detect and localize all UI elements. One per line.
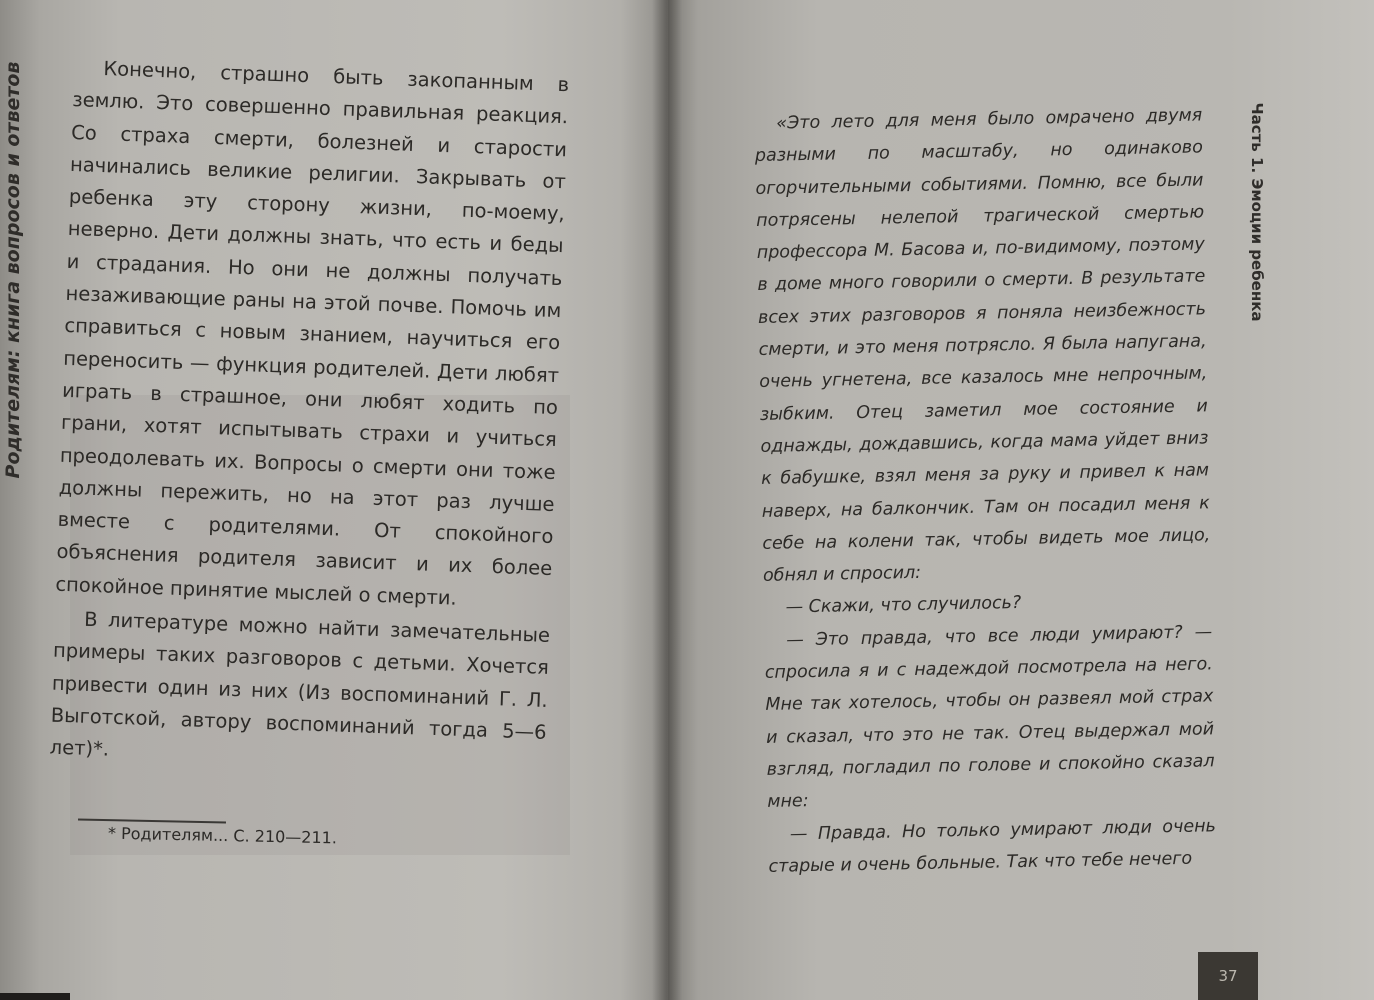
dialogue-line: — Правда. Но только умирают люди очень старые и очень больные. Так что тебе нечего — [768, 815, 1217, 877]
paragraph: Конечно, страшно быть закопанным в землю. Это совершенно правильная реакция. Со страха смерти, болезней и старости начинались великие религии. Закрывать от ребенка эту сторону жизни, по-моему, неверно. Дети должны знать, что есть и беды и страдания. Но они не должны получать незаживающие раны на этой почве. Помочь им справиться с новым знанием, научиться его переносить — функция родителей. Дети любят играть в страшное, они любят ходить по грани, хотят испытывать страхи и учиться преодолевать их. Вопросы о смерти они тоже должны пережить, но на этот раз лучше вместе с родителями. От спокойного объяснения родителя зависит и их более спокойное принятие мыслей о смерти. — [55, 57, 570, 610]
right-page-text — [754, 99, 1217, 883]
left-page — [0, 0, 668, 1000]
book-gutter — [652, 0, 682, 1000]
page-number: 37 — [1198, 952, 1258, 1000]
paragraph: «Это лето для меня было омрачено двумя разными по масштабу, но одинаково огорчительными событиями. Помню, все были потрясены нелепой трагической смертью профессора М. Басова и, по-видимому, поэтому в доме много говорили о смерти. В результате всех этих разговоров я поняла неизбежность смерти, и это меня потрясло. Я была напугана, очень угнетена, все казалось мне непрочным, зыбким. Отец заметил мое состояние и однажды, дождавшись, когда мама уйдет вниз к бабушке, взял меня за руку и привел к нам наверх, на балкончик. Там он посадил меня к себе на колени так, чтобы видеть мое лицо, обнял и спросил: — [754, 105, 1211, 587]
corner-mark — [0, 993, 70, 1000]
left-page-text — [49, 52, 570, 781]
footnote: * Родителям... С. 210—211. — [107, 823, 338, 848]
dialogue-line: — Скажи, что случилось? — [785, 593, 1022, 618]
paragraph: В литературе можно найти замечательные примеры таких разговоров с детьми. Хочется привести один из них (Из воспоминаний Г. Л. Выготской, автору воспоминаний тогда 5—6 лет)*. — [49, 607, 551, 761]
running-head-left: Родителям: книга вопросов и ответов — [2, 61, 24, 479]
running-head-right: Часть 1. Эмоции ребенка — [1248, 102, 1266, 322]
dialogue-line: — Это правда, что все люди умирают? — спросила я и с надеждой посмотрела на него. Мне так хотелось, чтобы он развеял мой страх и сказал, что это не так. Отец выдержал мой взгляд, погладил по голове и спокойно сказал мне: — [764, 622, 1215, 813]
